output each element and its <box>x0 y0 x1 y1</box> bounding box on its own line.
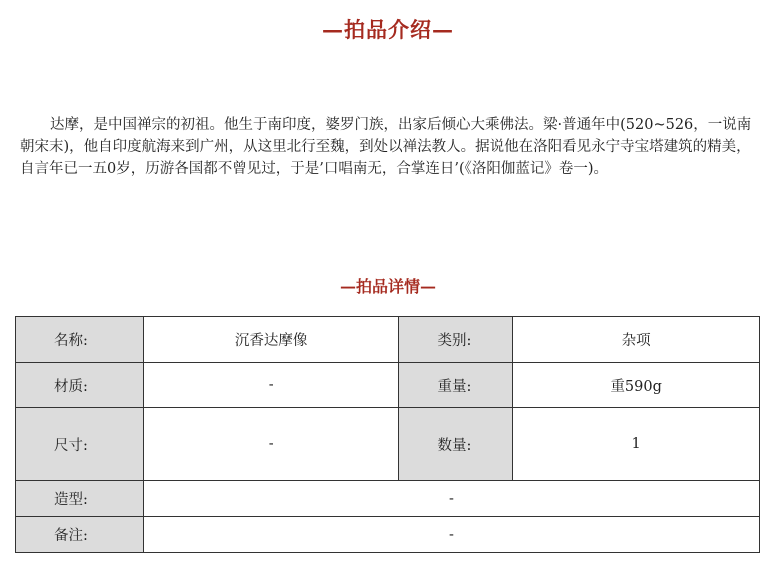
shape-label: 造型: <box>16 481 144 517</box>
note-label: 备注: <box>16 517 144 553</box>
material-value: - <box>143 363 399 408</box>
name-value: 沉香达摩像 <box>143 317 399 363</box>
table-row-material-weight <box>16 363 760 408</box>
weight-value: 重590g <box>513 363 760 408</box>
quantity-label: 数量: <box>399 408 513 481</box>
detail-section-title: —拍品详情— <box>339 277 436 296</box>
note-value: - <box>143 517 759 553</box>
table-row-name-category <box>16 317 760 363</box>
intro-paragraph: 达摩，是中国禅宗的初祖。他生于南印度，婆罗门族，出家后倾心大乘佛法。梁·普通年中(520~526，一说南朝宋末)，他自印度航海来到广州，从这里北行至魏，到处以禅法教人。据说他在洛阳看见永宁寺宝塔建筑的精美，自言年已一五0岁，历游各国都不曾见过，于是’口唱南无，合掌连日’(《洛阳伽蓝记》卷一)。 <box>20 117 752 177</box>
size-value: - <box>143 408 399 481</box>
shape-value: - <box>143 481 759 517</box>
category-label: 类别: <box>399 317 513 363</box>
material-label: 材质: <box>16 363 144 408</box>
table-row-size-quantity <box>16 408 760 481</box>
quantity-value: 1 <box>513 408 760 481</box>
weight-label: 重量: <box>399 363 513 408</box>
table-row-shape <box>16 481 760 517</box>
intro-section-title: —拍品介绍— <box>322 17 454 42</box>
category-value: 杂项 <box>513 317 760 363</box>
name-label: 名称: <box>16 317 144 363</box>
size-label: 尺寸: <box>16 408 144 481</box>
detail-table <box>15 316 760 553</box>
table-row-note <box>16 517 760 553</box>
